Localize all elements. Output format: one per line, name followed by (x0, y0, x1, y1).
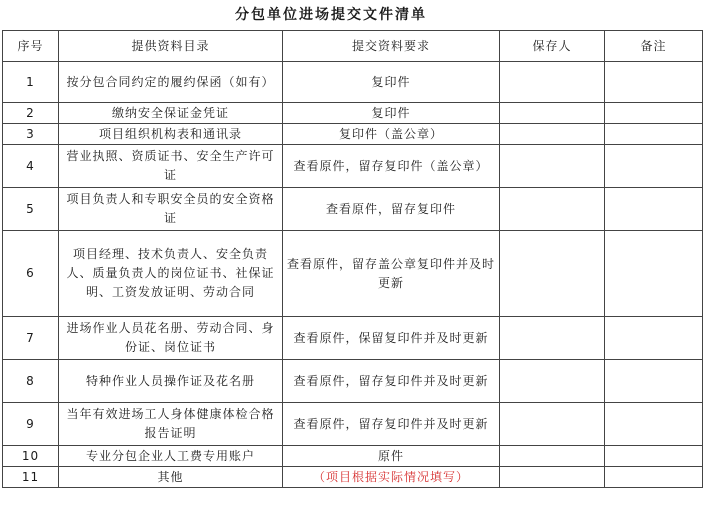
row-remark-cell[interactable] (605, 62, 703, 103)
row-requirement: 复印件（盖公章） (283, 124, 500, 145)
row-document: 缴纳安全保证金凭证 (59, 103, 283, 124)
row-number: 5 (3, 188, 59, 231)
row-remark-cell[interactable] (605, 360, 703, 403)
row-document: 当年有效进场工人身体健康体检合格报告证明 (59, 403, 283, 446)
row-number: 9 (3, 403, 59, 446)
row-number: 7 (3, 317, 59, 360)
table-row (3, 403, 703, 446)
row-number: 4 (3, 145, 59, 188)
table-row (3, 62, 703, 103)
row-number: 1 (3, 62, 59, 103)
row-keeper-cell[interactable] (500, 145, 605, 188)
row-remark-cell[interactable] (605, 403, 703, 446)
table-row (3, 317, 703, 360)
row-keeper-cell[interactable] (500, 446, 605, 467)
row-number: 2 (3, 103, 59, 124)
row-number: 11 (3, 467, 59, 488)
table-row (3, 467, 703, 488)
row-keeper-cell[interactable] (500, 467, 605, 488)
row-remark-cell[interactable] (605, 188, 703, 231)
table-row (3, 103, 703, 124)
row-remark-cell[interactable] (605, 124, 703, 145)
row-keeper-cell[interactable] (500, 231, 605, 317)
table-header-row (3, 31, 703, 62)
row-requirement: 查看原件，保留复印件并及时更新 (283, 317, 500, 360)
row-keeper-cell[interactable] (500, 62, 605, 103)
row-requirement: 复印件 (283, 103, 500, 124)
row-keeper-cell[interactable] (500, 317, 605, 360)
document-title: 分包单位进场提交文件清单 (235, 7, 427, 23)
row-requirement-note: （项目根据实际情况填写） (283, 467, 500, 488)
row-remark-cell[interactable] (605, 103, 703, 124)
row-requirement: 查看原件，留存盖公章复印件并及时更新 (283, 231, 500, 317)
row-requirement: 查看原件，留存复印件（盖公章） (283, 145, 500, 188)
table-row (3, 360, 703, 403)
row-document: 项目负责人和专职安全员的安全资格证 (59, 188, 283, 231)
row-requirement: 查看原件，留存复印件并及时更新 (283, 360, 500, 403)
row-document: 进场作业人员花名册、劳动合同、身份证、岗位证书 (59, 317, 283, 360)
submission-checklist-table (2, 30, 703, 488)
header-remarks: 备注 (605, 31, 703, 62)
table-row (3, 145, 703, 188)
row-requirement: 复印件 (283, 62, 500, 103)
row-document: 营业执照、资质证书、安全生产许可证 (59, 145, 283, 188)
row-number: 6 (3, 231, 59, 317)
row-document: 其他 (59, 467, 283, 488)
row-remark-cell[interactable] (605, 467, 703, 488)
header-serial-no: 序号 (3, 31, 59, 62)
table-row (3, 231, 703, 317)
table-row (3, 124, 703, 145)
row-document: 项目组织机构表和通讯录 (59, 124, 283, 145)
table-row (3, 188, 703, 231)
row-number: 10 (3, 446, 59, 467)
row-keeper-cell[interactable] (500, 403, 605, 446)
header-document-list: 提供资料目录 (59, 31, 283, 62)
row-remark-cell[interactable] (605, 317, 703, 360)
row-remark-cell[interactable] (605, 446, 703, 467)
row-requirement: 原件 (283, 446, 500, 467)
row-remark-cell[interactable] (605, 231, 703, 317)
row-document: 特种作业人员操作证及花名册 (59, 360, 283, 403)
header-keeper: 保存人 (500, 31, 605, 62)
header-requirements: 提交资料要求 (283, 31, 500, 62)
row-requirement: 查看原件，留存复印件并及时更新 (283, 403, 500, 446)
row-document: 按分包合同约定的履约保函（如有） (59, 62, 283, 103)
row-document: 项目经理、技术负责人、安全负责人、质量负责人的岗位证书、社保证明、工资发放证明、劳动合同 (59, 231, 283, 317)
row-document: 专业分包企业人工费专用账户 (59, 446, 283, 467)
row-remark-cell[interactable] (605, 145, 703, 188)
row-keeper-cell[interactable] (500, 103, 605, 124)
row-keeper-cell[interactable] (500, 188, 605, 231)
row-requirement: 查看原件，留存复印件 (283, 188, 500, 231)
row-number: 3 (3, 124, 59, 145)
row-number: 8 (3, 360, 59, 403)
row-keeper-cell[interactable] (500, 360, 605, 403)
row-keeper-cell[interactable] (500, 124, 605, 145)
table-row (3, 446, 703, 467)
